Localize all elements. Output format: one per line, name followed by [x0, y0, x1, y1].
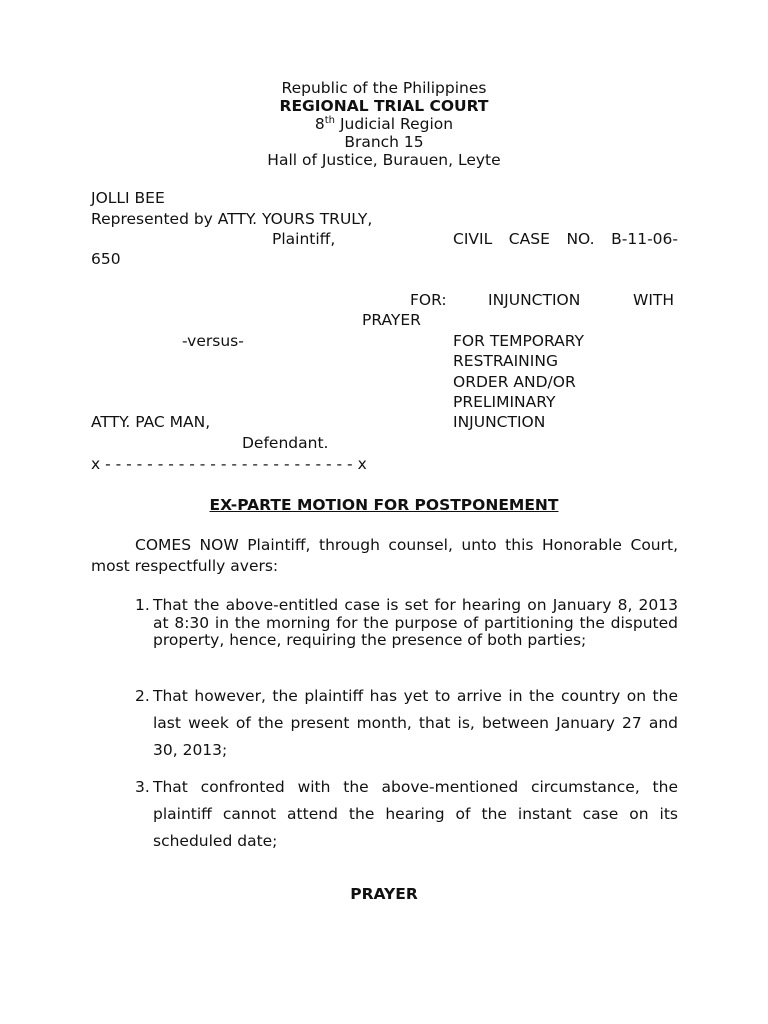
plaintiff-label: Plaintiff,: [272, 230, 336, 248]
motion-title-text: EX-PARTE MOTION FOR POSTPONEMENT: [209, 496, 559, 514]
for-line-temporary: FOR TEMPORARY: [453, 332, 584, 350]
civil-case-number-continued: 650: [91, 250, 121, 268]
header-judicial-region: 8th Judicial Region: [314, 114, 454, 133]
list-item-number: 3.: [135, 778, 150, 796]
plaintiff-representation: Represented by ATTY. YOURS TRULY,: [91, 210, 373, 228]
header-branch: Branch 15: [344, 133, 424, 151]
list-item: [135, 597, 678, 650]
defendant-name: ATTY. PAC MAN,: [91, 413, 211, 431]
header-court-name: REGIONAL TRIAL COURT: [279, 97, 489, 115]
header-hall-of-justice: Hall of Justice, Burauen, Leyte: [267, 151, 501, 169]
for-line-order: ORDER AND/OR: [453, 373, 576, 391]
motion-title: [0, 495, 768, 515]
for-with: WITH: [633, 291, 675, 309]
civil-case-number: CIVIL CASE NO. B-11-06-: [453, 230, 678, 248]
header-republic: Republic of the Philippines: [281, 79, 487, 97]
prayer-heading: PRAYER: [350, 885, 418, 903]
intro-paragraph: COMES NOW Plaintiff, through counsel, unto this Honorable Court, most respectfully avers:: [91, 536, 678, 575]
caption-separator: x - - - - - - - - - - - - - - - - - - - - - - - - x: [91, 455, 367, 473]
for-injunction: INJUNCTION: [488, 291, 581, 309]
for-line-restraining: RESTRAINING: [453, 352, 558, 370]
for-line-injunction: INJUNCTION: [453, 413, 546, 431]
list-item-number: 1.: [135, 596, 150, 614]
defendant-label: Defendant.: [242, 434, 329, 452]
list-item-number: 2.: [135, 687, 150, 705]
list-item: [135, 774, 678, 855]
list-item-text: That however, the plaintiff has yet to arrive in the country on the last week of the present month, that is, between January 27 and 30, 2013;: [153, 687, 678, 759]
plaintiff-name: JOLLI BEE: [91, 189, 165, 207]
for-line-preliminary: PRELIMINARY: [453, 393, 556, 411]
list-item-text: That the above-entitled case is set for hearing on January 8, 2013 at 8:30 in the morning for the purpose of partitioning the disputed property, hence, requiring the presence of both parties;: [153, 596, 678, 649]
for-prayer: PRAYER: [362, 311, 421, 329]
for-label: FOR:: [410, 291, 447, 309]
versus-label: -versus-: [182, 332, 244, 350]
list-item: [135, 683, 678, 764]
list-item-text: That confronted with the above-mentioned circumstance, the plaintiff cannot attend the hearing of the instant case on its scheduled date;: [153, 778, 678, 850]
